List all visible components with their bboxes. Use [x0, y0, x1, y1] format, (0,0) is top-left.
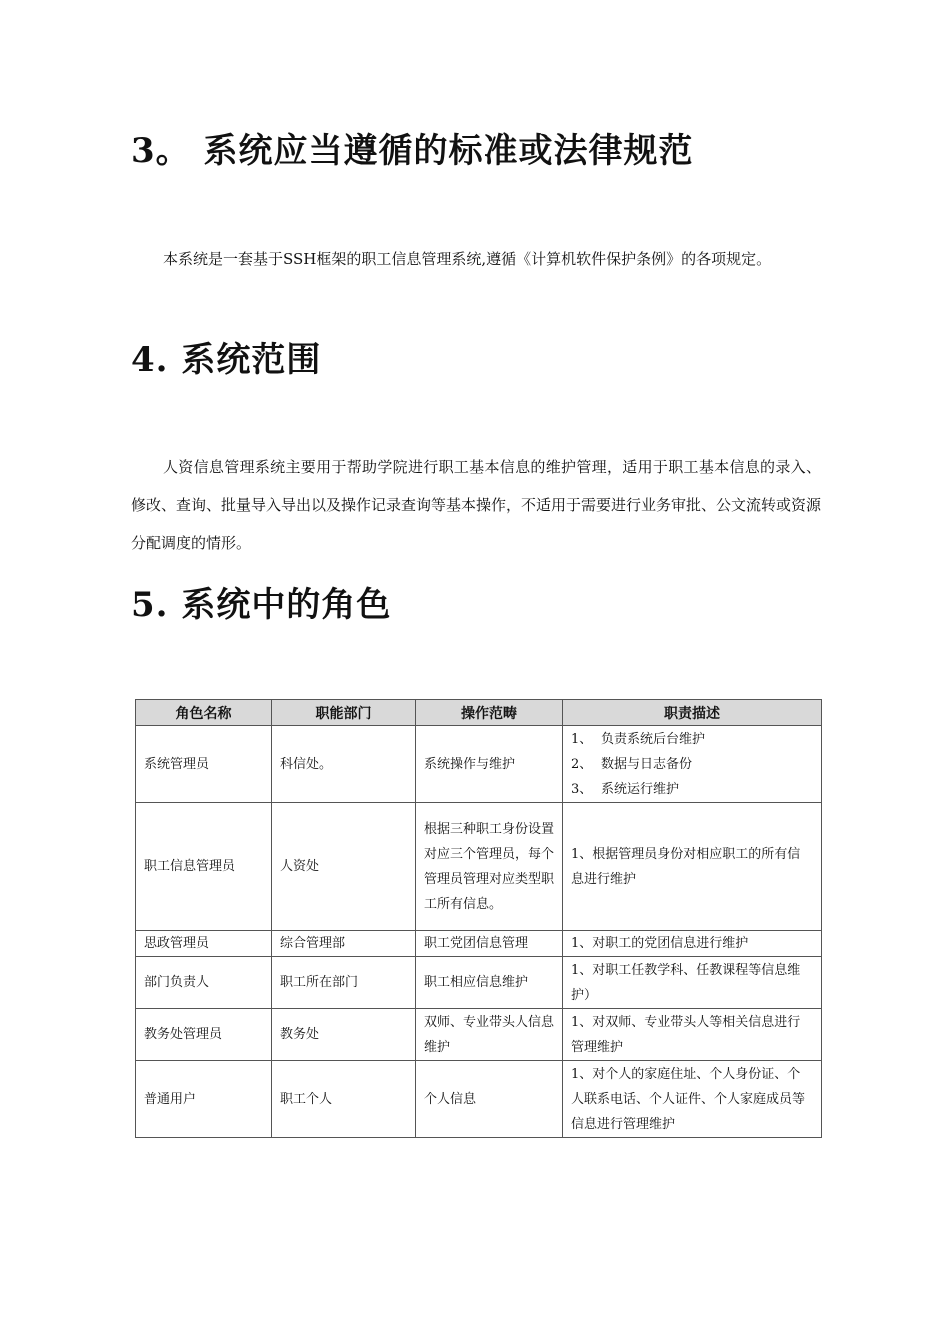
duty-number: 2、 — [571, 756, 593, 772]
dept-cell: 教务处 — [272, 1009, 416, 1061]
table-row — [136, 1009, 822, 1061]
header-duties: 职责描述 — [563, 700, 822, 726]
scope-cell: 系统操作与维护 — [416, 726, 563, 803]
role-cell: 职工信息管理员 — [136, 803, 272, 931]
duties-cell — [563, 726, 822, 803]
table-header-row — [136, 700, 822, 726]
scope-cell: 职工相应信息维护 — [416, 957, 563, 1009]
dept-cell: 职工个人 — [272, 1061, 416, 1138]
duties-cell: 1、对个人的家庭住址、个人身份证、个人联系电话、个人证件、个人家庭成员等信息进行管理维护 — [563, 1061, 822, 1138]
header-role-name: 角色名称 — [136, 700, 272, 726]
role-cell: 系统管理员 — [136, 726, 272, 803]
duties-cell: 1、根据管理员身份对相应职工的所有信息进行维护 — [563, 803, 822, 931]
scope-cell: 双师、专业带头人信息维护 — [416, 1009, 563, 1061]
table-row — [136, 1061, 822, 1138]
role-cell: 思政管理员 — [136, 931, 272, 957]
dept-cell: 科信处。 — [272, 726, 416, 803]
scope-cell: 个人信息 — [416, 1061, 563, 1138]
dept-cell: 职工所在部门 — [272, 957, 416, 1009]
role-cell: 普通用户 — [136, 1061, 272, 1138]
role-cell: 教务处管理员 — [136, 1009, 272, 1061]
section-3-heading: 3。 系统应当遵循的标准或法律规范 — [131, 131, 694, 171]
header-scope: 操作范畴 — [416, 700, 563, 726]
section-5-heading: 5. 系统中的角色 — [131, 585, 392, 625]
duty-item — [571, 727, 813, 752]
section-4-heading: 4. 系统范围 — [131, 340, 322, 380]
duty-text: 负责系统后台维护 — [601, 731, 706, 747]
duty-text: 系统运行维护 — [601, 781, 680, 797]
role-cell: 部门负责人 — [136, 957, 272, 1009]
section-3-body: 本系统是一套基于SSH框架的职工信息管理系统,遵循《计算机软件保护条例》的各项规定。 — [163, 250, 772, 268]
duty-number: 3、 — [571, 781, 593, 797]
dept-cell: 综合管理部 — [272, 931, 416, 957]
dept-cell: 人资处 — [272, 803, 416, 931]
scope-cell: 职工党团信息管理 — [416, 931, 563, 957]
duty-item — [571, 752, 813, 777]
table-row — [136, 803, 822, 931]
duty-text: 数据与日志备份 — [601, 756, 693, 772]
duties-cell: 1、对双师、专业带头人等相关信息进行管理维护 — [563, 1009, 822, 1061]
section-4-body: 人资信息管理系统主要用于帮助学院进行职工基本信息的维护管理，适用于职工基本信息的录入、修改、查询、批量导入导出以及操作记录查询等基本操作，不适用于需要进行业务审批、公文流转或资源分配调度的情形。 — [131, 458, 822, 552]
header-department: 职能部门 — [272, 700, 416, 726]
table-row — [136, 931, 822, 957]
duty-item — [571, 777, 813, 802]
duty-number: 1、 — [571, 731, 593, 747]
scope-cell: 根据三种职工身份设置对应三个管理员，每个管理员管理对应类型职工所有信息。 — [416, 803, 563, 931]
duties-cell: 1、对职工任教学科、任教课程等信息维护） — [563, 957, 822, 1009]
duties-cell: 1、对职工的党团信息进行维护 — [563, 931, 822, 957]
roles-table — [135, 699, 822, 1138]
table-row — [136, 957, 822, 1009]
table-row — [136, 726, 822, 803]
